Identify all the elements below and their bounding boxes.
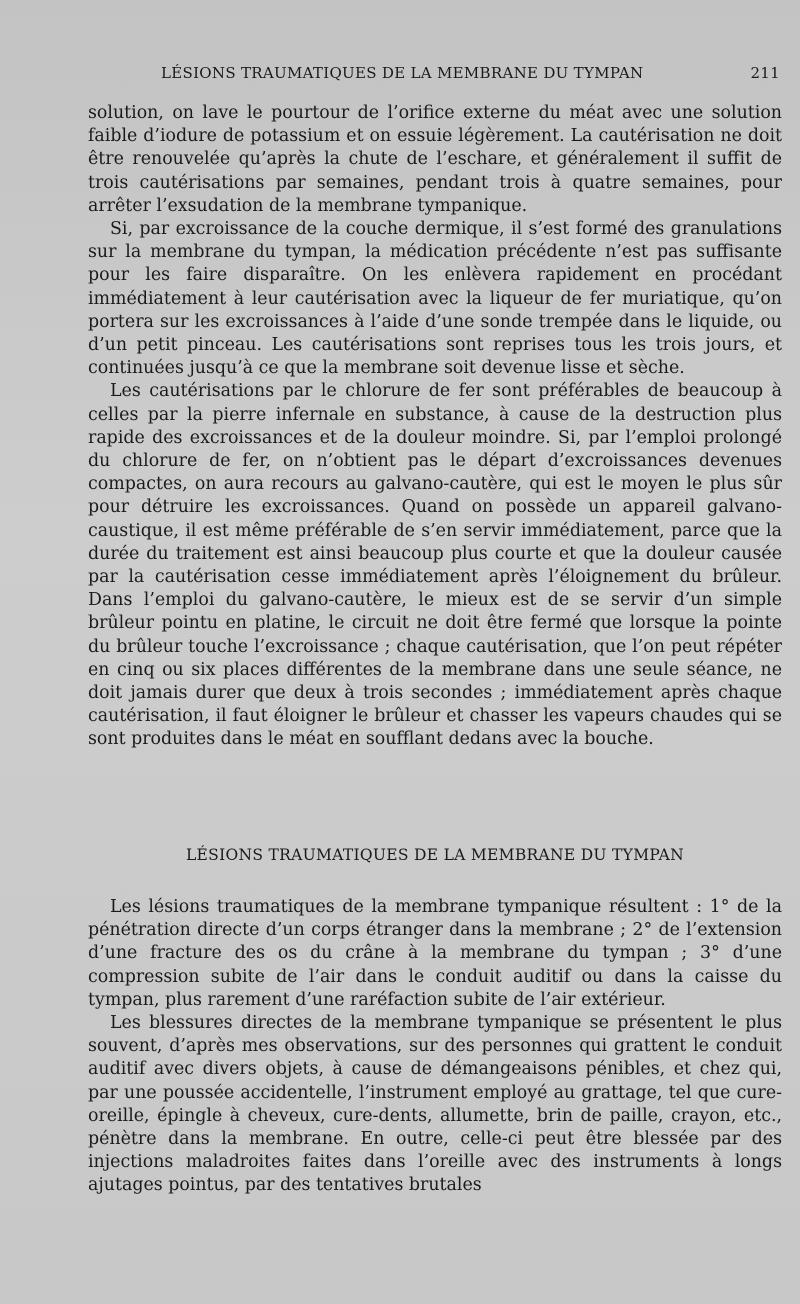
paragraph-continued: solution, on lave le pourtour de l’orifice externe du méat avec une solution faible d’iodure de potassium et on essuie légèrement. La cautérisation ne doit être renouvelée qu’après la chute de l’eschare, et généralement il suffit de trois cautérisations par semaines, pendant trois à quatre semaines, pour arrêter l’exsudation de la membrane tympanique. <box>88 103 782 216</box>
section-heading: LÉSIONS TRAUMATIQUES DE LA MEMBRANE DU TYMPAN <box>185 846 685 864</box>
running-header <box>88 64 788 88</box>
continued-text <box>88 102 782 752</box>
paragraph-granulations: Si, par excroissance de la couche dermique, il s’est formé des granulations sur la membrane du tympan, la médication précédente n’est pas suffisante pour les faire disparaître. On les enlèvera rapidement en procédant immédiatement à leur cautérisation avec la liqueur de fer muriatique, qu’on portera sur les excroissances à l’aide d’une sonde trempée dans le liquide, ou d’un petit pinceau. Les cautérisations sont reprises tous les trois jours, et continuées jusqu’à ce que la membrane soit devenue lisse et sèche. <box>88 219 782 379</box>
paragraph-chlorure-de-fer: Les cautérisations par le chlorure de fer sont préférables de beaucoup à celles par la pierre infernale en substance, à cause de la destruction plus rapide des excroissances et de la douleur moindre. Si, par l’emploi prolongé du chlorure de fer, on n’obtient pas le départ d’excroissances devenues compactes, on aura recours au galvano-cautère, qui est le moyen le plus sûr pour détruire les excroissances. Quand on possède un appareil galvano-caustique, il est même préférable de s’en servir immédiatement, parce que la durée du traitement est ainsi beaucoup plus courte et que la douleur causée par la cautérisation cesse immédiatement après l’éloignement du brûleur. Dans l’emploi du galvano-cautère, le mieux est de se servir d’un simple brûleur pointu en platine, le circuit ne doit être fermé que lorsque la pointe du brûleur touche l’excroissance ; chaque cautérisation, que l’on peut répéter en cinq ou six places différentes de la membrane dans une seule séance, ne doit jamais durer que deux à trois secondes ; immédiatement après chaque cautérisation, il faut éloigner le brûleur et chasser les vapeurs chaudes qui se sont produites dans le méat en soufflant dedans avec la bouche. <box>88 381 782 750</box>
section-text <box>88 896 782 1198</box>
paragraph-lesions: Les lésions traumatiques de la membrane tympanique résultent : 1° de la pénétration directe d’un corps étranger dans la membrane ; 2° de l’extension d’une fracture des os du crâne à la membrane du tympan ; 3° d’une compression subite de l’air dans le conduit auditif ou dans la caisse du tympan, plus rarement d’une raréfaction subite de l’air extérieur. <box>88 897 782 1010</box>
page-number: 211 <box>750 64 780 82</box>
running-header-title: LÉSIONS TRAUMATIQUES DE LA MEMBRANE DU TYMPAN <box>161 64 644 82</box>
paragraph-blessures: Les blessures directes de la membrane tympanique se présentent le plus souvent, d’après mes observations, sur des personnes qui grattent le conduit auditif avec divers objets, à cause de démangeaisons pénibles, et chez qui, par une poussée accidentelle, l’instrument employé au grattage, tel que cure-oreille, épingle à cheveux, cure-dents, allumette, brin de paille, crayon, etc., pénètre dans la membrane. En outre, celle-ci peut être blessée par des injections maladroites faites dans l’oreille avec des instruments à longs ajutages pointus, par des tentatives brutales <box>88 1013 782 1196</box>
